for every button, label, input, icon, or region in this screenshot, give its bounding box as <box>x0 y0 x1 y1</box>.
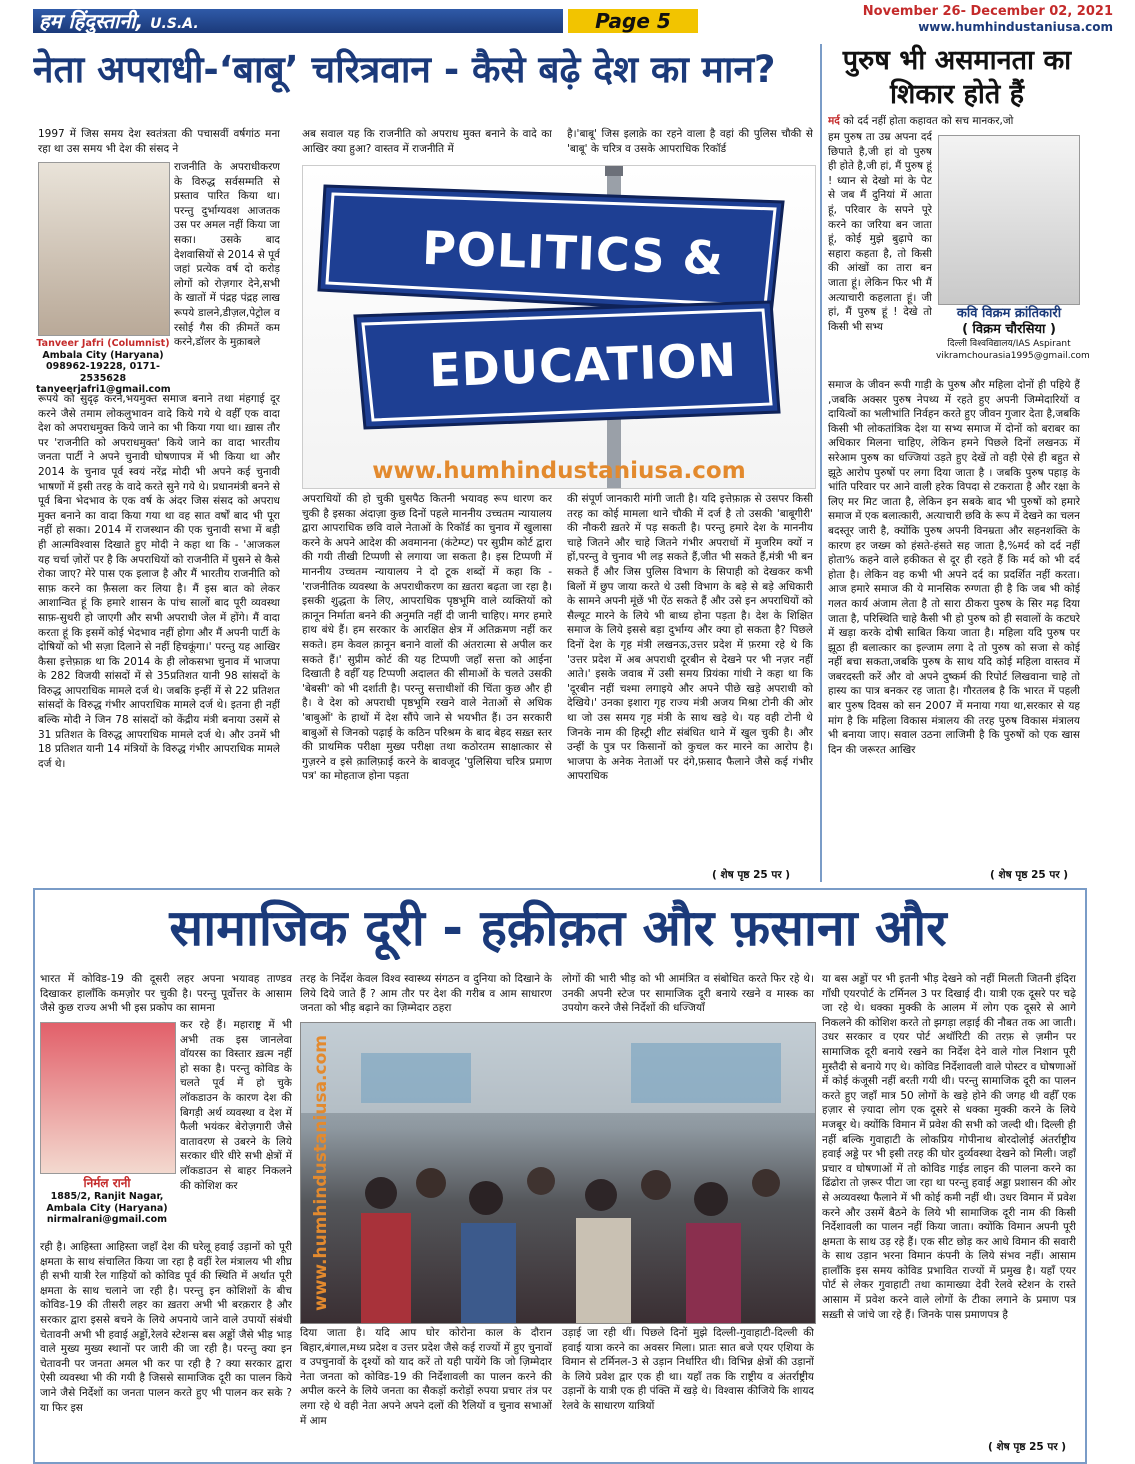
article1-col2-top: अब सवाल यह कि राजनीति को अपराध मुक्त बनाने के वादे का आखिर क्या हुआ? वास्तव में राजनीति में <box>302 128 552 155</box>
article2-lead <box>828 114 1080 130</box>
article1-continued: ( शेष पृष्ठ 25 पर ) <box>712 869 791 881</box>
article1-headline: नेता अपराधी-‘बाबू’ चरित्रवान - कैसे बढ़े देश का मान? <box>33 48 776 91</box>
lead-rest: को दर्द नहीं होता कहावत को सच मानकर,जो <box>839 115 1014 127</box>
paper-country: U.S.A. <box>150 16 199 32</box>
paper-name: हम हिंदुस्तानी, <box>39 9 144 33</box>
article1-col3-main: की संपूर्ण जानकारी मांगी जाती है। यदि इत्तेफ़ाक़ से उसपर किसी तरह का कोई मामला थाने चौकी में दर्ज है तो उसकी 'बाबूगीरी' की नौकरी ख़तरे में पड़ सकती है। परन्तु हमारे देश के माननीय चाहे जितने और चाहे जितने गंभीर अपराधों में मुजरिम क्यों न हों,परन्तु वे चुनाव भी लड़ सकते हैं,जीत भी सकते हैं,मंत्री भी बन सकते हैं और जिस पुलिस विभाग के सिपाही को देखकर कभी बिलों में छुप जाया करते थे उसी विभाग के बड़े से बड़े अधिकारी के सामने अपनी मूंछें भी ऐंठ सकते हैं और उसे इन अपराधियों को सैल्यूट मारने के लिये भी बाध्य होना पड़ता है। देश के शिक्षित समाज के लिये इससे बड़ा दुर्भाग्य और क्या हो सकता है? पिछले दिनों देश के गृह मंत्री लखनऊ,उत्तर प्रदेश में फ़रमा रहे थे कि 'उत्तर प्रदेश में अब अपराधी दूरबीन से देखने पर भी नज़र नहीं आते।' इसके जवाब में उसी समय प्रियंका गांधी ने कहा था कि 'दूरबीन नहीं चश्मा लगाइये और अपने पीछे खड़े अपराधी को देखिये।' उनका इशारा गृह राज्य मंत्री अजय मिश्रा टोनी की ओर था जो उस समय गृह मंत्री के साथ खड़े थे। यह वही टोनी थे जिनके नाम की हिस्ट्री शीट संबंधित थाने में खुल चुकी है। और उन्हीं के पुत्र पर किसानों को कुचल कर मारने का आरोप है। भाजपा के अनेक नेताओं पर दंगे,फ़साद फैलाने जैसे कई गंभीर आपराधिक <box>567 493 813 783</box>
author-name: Tanveer Jafri (Columnist) <box>36 338 170 349</box>
author-phone: 098962-19228, 0171-2535628 <box>46 361 160 384</box>
page-number: Page 5 <box>595 9 671 33</box>
airport-crowd-photo <box>300 1022 816 1324</box>
signpost-graphic <box>303 166 815 488</box>
poet-photo <box>938 135 1080 305</box>
article1-col1-side: राजनीति के अपराधीकरण के विरुद्ध सर्वसम्मति से प्रस्ताव पारित किया था। परन्तु दुर्भाग्यवश आजतक उस पर अमल नहीं किया जा सका। उसके बाद देशवासियों से 2014 से पूर्व जहां प्रत्येक वर्ष दो करोड़ लोगों को रोज़गार देने,सभी के खातों में पंद्रह पंद्रह लाख रूपये डालने,डीज़ल,पेट्रोल व रसोई गैस की क़ीमतें कम करने,डॉलर के मुक़ाबले <box>174 161 280 349</box>
masthead <box>33 6 1113 36</box>
sign-text-education: EDUCATION <box>428 332 738 398</box>
author-caption <box>36 338 170 396</box>
article2-continued: ( शेष पृष्ठ 25 पर ) <box>990 869 1069 881</box>
article3-col2-main: दिया जाता है। यदि आप घोर कोरोना काल के दौरान बिहार,बंगाल,मध्य प्रदेश व उत्तर प्रदेश जैसे कई राज्यों में हुए चुनावों व उपचुनावों के दृश्यों को याद करें तो यही पायेंगे कि जो ज़िम्मेदार नेता जनता को कोविड-19 की निर्देशावली का पालन करने की अपील करने के लिये जनता का सैकड़ों करोड़ों रुपया प्रचार तंत्र पर लगा रहे थे वही नेता अपने अपने दलों की रैलियों व चुनाव सभाओं में आम <box>300 1327 552 1427</box>
author2-city: Ambala City (Haryana) <box>46 1202 168 1214</box>
article3-col1-side: कर रहे हैं। महाराष्ट्र में भी अभी तक इस जानलेवा वॉयरस का विस्तार ख़त्म नहीं हो सका है। परन्तु कोविड के चलते पूर्व में हो चुके लॉकडाउन के कारण देश की बिगड़ी अर्थ व्यवस्था व देश में फैली भयंकर बेरोज़गारी जैसे वातावरण से उबरने के लिये सरकार धीरे धीरे सभी क्षेत्रों में लॉकडाउन से बाहर निकलने की कोशिश कर <box>180 1019 292 1192</box>
poet-caption <box>936 306 1090 362</box>
lead-bold-word: मर्द <box>828 115 840 127</box>
article1-col1-main: रूपये को सुदृढ़ करने,भयमुक्त समाज बनाने तथा मंहगाई दूर करने जैसे तमाम लोकलुभावन वादे किये गये थे वहीँ एक वादा देश को अपराधमुक्त किये जाने का भी किया गया था। ख़ास तौर पर 'राजनीति को अपराधमुक्त' किये जाने का वादा भारतीय जनता पार्टी ने अपने चुनावी घोषणापत्र में भी किया था और 2014 के चुनाव पूर्व स्वयं नरेंद्र मोदी भी अपने कई चुनावी भाषणों में इसी तरह के वादे करते सुने गये थे। प्रधानमंत्री बनने से पूर्व बिना भेदभाव के एक वर्ष के अंदर जिस संसद को अपराध मुक्त बनाने का वादा किया गया था वह सात वर्षों बाद भी पूरा नहीं हो सका। 2014 में राजस्थान की एक चुनावी सभा में बड़ी ही आत्मविश्वास दिखाते हुए मोदी ने कहा था कि - 'आजकल यह चर्चा ज़ोरों पर है कि अपराधियों को राजनीति में घुसने से कैसे रोका जाए? मेरे पास एक इलाज है और मैं भारतीय राजनीति को साफ़ करने का फ़ैसला कर लिया है। मैं इस बात को लेकर आशान्वित हूं कि हमारे शासन के पांच सालों बाद पूरी व्यवस्था साफ़-सुथरी हो जाएगी और सभी अपराधी जेल में होंगे। मैं वादा करता हूं कि इसमें कोई भेदभाव नहीं होगा और मैं अपनी पार्टी के दोषियों को भी सज़ा दिलाने से नहीं हिचकूंगा।' परन्तु यह आखिर कैसा इत्तेफ़ाक़ था कि 2014 के ही लोकसभा चुनाव में भाजपा के 282 विजयी सांसदों में से 35प्रतिशत यानी 98 सांसदों के विरुद्ध आपराधिक मामले दर्ज थे। जबकि इन्हीं में से 22 प्रतिशत सांसदों के विरुद्ध गंभीर आपराधिक मामले दर्ज थे। इतना ही नहीं बल्कि मोदी ने जिन 78 सांसदों को केंद्रीय मंत्री बनाया उसमें से 31 प्रतिशत के विरुद्ध आपराधिक मामले दर्ज थे। और उनमें भी 18 प्रतिशत यानी 14 मंत्रियों के विरुद्ध गंभीर आपराधिक मामले दर्ज थे। <box>38 393 280 770</box>
article3-col3-top: लोगों की भारी भीड़ को भी आमंत्रित व संबोधित करते फिर रहे थे। उनकी अपनी स्टेज पर सामाजिक दूरी बनाये रखने व मास्क का उपयोग करने जैसे निर्देशों की धज्जियाँ <box>562 973 814 1015</box>
sign-text-politics: POLITICS & <box>421 220 725 286</box>
article2-side: हम पुरुष ता उम्र अपना दर्द छिपाते है,जी हां वो पुरुष ही होते है,जी हां, मैं पुरुष हूं ! ध्यान से देखो मां के पेट से जब मैं दुनियां में आता हूं, परिवार के सपने पूरे करने का जरिया बन जाता हूं, कोई मुझे बुढ़ापे का सहारा कहता है, तो किसी की आंखों का तारा बन जाता हूं। लेकिन फिर भी मैं अत्याचारी कहलाता हूं। जी हां, मैं पुरुष हूं ! देखे तो किसी भी सभ्य <box>828 131 932 333</box>
poet-email: vikramchourasia1995@gmail.com <box>936 351 1090 361</box>
poet-desc: दिल्ली विश्वविद्यालय/IAS Aspirant <box>947 339 1071 349</box>
author-email: tanveerjafri1@gmail.com <box>36 384 171 395</box>
author2-photo <box>40 1022 176 1174</box>
article3-col3-main: उड़ाई जा रही थीं। पिछले दिनों मुझे दिल्ली-गुवाहाटी-दिल्ली की हवाई यात्रा करने का अवसर मिला। प्रातः सात बजे एयर एशिया के विमान से टर्मिनल-3 से उड़ान निर्धारित थी। विभिन्न क्षेत्रों की उड़ानों के लिये प्रवेश द्वार एक ही था। यहाँ तक कि राष्ट्रीय व अंतर्राष्ट्रीय उड़ानों के यात्री एक ही पंक्ति में खड़े थे। विश्वास कीजिये कि शायद रेलवे के साधारण यात्रियों <box>562 1327 814 1412</box>
author-city: Ambala City (Haryana) <box>42 349 164 361</box>
poet-name: कवि विक्रम क्रांतिकारी <box>956 306 1062 321</box>
crowd-graphic <box>301 1023 815 1323</box>
author-photo <box>38 162 170 336</box>
article2-main: समाज के जीवन रूपी गाड़ी के पुरुष और महिला दोनों ही पहिये हैं ,जबकि अक्सर पुरुष नेपथ्य में रहते हुए अपनी जिम्मेदारियों व दायित्वों का भलीभांति निर्वहन करते हुए जीवन गुजार देता है,जबकि किसी भी लोकतांत्रिक देश या सभ्य समाज में दोनों को बराबर का अधिकार मिलना चाहिए, लेकिन हमने पिछले दिनों लखनऊ में सरेआम पुरुष का धज्जियां उड़ते हुए देखें तो वही ऐसे ही बहुत से झूठे आरोप पुरुषों पर लगा दिया जाता है । जबकि पुरुष पहाड़ के भांति परिवार पर आने वाली हरेक विपदा से टकराता है और रक्षा के लिए मर मिट जाता है, लेकिन इन सबके बाद भी पुरुषों को हमारे समाज में एक बलात्कारी, अत्याचारी छवि के रूप में देखने का चलन बदस्तूर जारी है, क्योंकि पुरुष अपनी विनम्रता और सहनशक्ति के कारण हर जख्म को हंसते-हंसते सह जाता है,%मर्द को दर्द नहीं होता% कहने वाले हकीकत से दूर ही रहते हैं कि मर्द को भी दर्द होता है। लेकिन वह कभी भी अपने दर्द का प्रदर्शित नहीं करता।आज हमारे समाज की ये मानसिक रुग्णता ही है कि जब भी कोई गलत कार्य अंजाम लेता है तो सारा ठीकरा पुरुष के सिर मढ़ दिया जाता है, परिस्थिति चाहे कैसी भी हो पुरुष को ही सवालों के कटघरे में खड़ा करके दोषी साबित किया जाता है। महिला यदि पुरुष पर झूठा ही बलात्कार का इल्जाम लगा दे तो पुरुष को सजा से कोई नहीं बचा सकता,जबकि पुरुष के साथ यदि कोई महिला वास्तव में जबरदस्ती करें और वो अपने दुष्कर्म की रिपोर्ट लिखवाना चाहे तो हास्य का पात्र बनकर रह जाता है। गौरतलब है कि भारत में पहली बार पुरुष दिवस को सन 2007 में मनाया गया था,सरकार से यह मांग है कि महिला विकास मंत्रालय की तरह पुरुष विकास मंत्रालय भी बनाया जाए। सवाल उठना लाजिमी है कि पुरुषों को एक खास दिन की जरूरत आखिर <box>828 379 1080 756</box>
author2-name: निर्मल रानी <box>83 1176 131 1190</box>
page-number-box <box>568 9 698 33</box>
article1-col2-main: अपराधियों की हो चुकी घुसपैठ कितनी भयावह रूप धारण कर चुकी है इसका अंदाज़ा कुछ दिनों पहले माननीय उच्चतम न्यायालय द्वारा आपराधिक छवि वाले नेताओं के रिकॉर्ड का चुनाव में खुलासा करने के अपने आदेश की अवमानना (कंटेम्प्ट) पर सुप्रीम कोर्ट द्वारा की गयी तीखी टिप्पणी से लगाया जा सकता है। इस टिप्पणी में माननीय उच्चतम न्यायालय ने दो टूक शब्दों में कहा कि - 'राजनीतिक व्यवस्था के अपराधीकरण का ख़तरा बढ़ता जा रहा है। इसकी शुद्धता के लिए, आपराधिक पृष्ठभूमि वाले व्यक्तियों को क़ानून निर्माता बनने की अनुमति नहीं दी जानी चाहिए। मगर हमारे हाथ बंधे हैं। हम सरकार के आरक्षित क्षेत्र में अतिक्रमण नहीं कर सकते। हम केवल क़ानून बनाने वालों की अंतरात्मा से अपील कर सकते हैं।' सुप्रीम कोर्ट की यह टिप्पणी जहाँ सत्ता को आईना दिखाती है वहीँ यह टिप्पणी अदालत की सीमाओं के चलते उसकी 'बेबसी' को भी दर्शाती है। परन्तु सत्ताधीशों की चिंता कुछ और ही है। वे देश को अपराधी पृष्ठभूमि रखने वाले नेताओं से अधिक 'बाबुओं' के हाथों में देश सौंपे जाने से भयभीत हैं। उन सरकारी बाबुओं से जिनको पढ़ाई के कठिन परिश्रम के बाद बेहद सख़्त स्तर की प्राथमिक परीक्षा मुख्य परीक्षा तथा कठोरतम साक्षात्कार से गुज़रने व इसे क़ालिफ़ाई करने के बावजूद 'पुलिसिया चरित्र प्रमाण पत्र' का मोहताज होना पड़ता <box>302 493 552 783</box>
article3-headline: सामाजिक दूरी - हक़ीक़त और फ़साना और <box>169 899 947 957</box>
article3-col1-main: रही है। आहिस्ता आहिस्ता जहाँ देश की घरेलू हवाई उड़ानों को पूरी क्षमता के साथ संचालित किया जा रहा है वहीं रेल मंत्रालय भी शीघ्र ही सभी यात्री रेल गाड़ियों को कोविड पूर्व की स्थिति में अर्थात पूरी क्षमता के साथ चलाने जा रही है। परन्तु इन कोशिशों के बीच कोविड-19 की तीसरी लहर का ख़तरा अभी भी बरक़रार है और सरकार द्वारा इससे बचने के लिये अपनाये जाने वाले उपायों संबंधी चेतावनी अभी भी हवाई अड्डों,रेलवे स्टेशन्स बस अड्डों जैसे भीड़ भाड़ वाले मुख्य मुख्य स्थानों पर जारी की जा रही है। परन्तु क्या इन चेतावनी पर जनता अमल भी कर पा रही है ? क्या सरकार द्वारा ऐसी व्यवस्था भी की गयी है जिससे सामाजिक दूरी का पालन किये जाने जैसे निर्देशों का जनता पालन करते हुए भी पालन कर सके ? या फिर इस <box>40 1241 292 1414</box>
article1-col1-top: 1997 में जिस समय देश स्वतंत्रता की पचासवीं वर्षगांठ मना रहा था उस समय भी देश की संसद ने <box>38 128 280 155</box>
article2-headline: पुरुष भी असमानता का शिकार होते हैं <box>842 45 1072 110</box>
article3-col1-top: भारत में कोविड-19 की दूसरी लहर अपना भयावह ताण्डव दिखाकर हालाँकि कमज़ोर पर चुकी है। परन्तु पूर्वोत्तर के आसाम जैसे कुछ राज्य अभी भी इस प्रकोप का सामना <box>40 973 292 1015</box>
author2-email: nirmalrani@gmail.com <box>46 1214 168 1225</box>
article3-col2-top: तरह के निर्देश केवल विश्व स्वास्थ्य संगठन व दुनिया को दिखाने के लिये दिये जाते हैं ? आम तौर पर देश की गरीब व आम साधारण जनता को भीड़ बढ़ाने का ज़िम्मेदार ठहरा <box>300 973 552 1015</box>
masthead-name <box>39 8 199 37</box>
poet-alias: ( विक्रम चौरसिया ) <box>962 322 1056 337</box>
issue-date: November 26- December 02, 2021 <box>862 4 1113 19</box>
author2-address: 1885/2, Ranjit Nagar, <box>50 1191 164 1202</box>
politics-education-image <box>302 165 816 489</box>
site-url: www.humhindustaniusa.com <box>918 20 1113 34</box>
photo-watermark: www.humhindustaniusa.com <box>311 1035 331 1311</box>
article1-col3-top: है।'बाबू' जिस इलाक़े का रहने वाला है वहां की पुलिस चौकी से 'बाबू' के चरित्र व उसके आपराधिक रिकॉर्ड <box>567 128 813 155</box>
author2-caption <box>38 1176 176 1226</box>
column-divider <box>820 44 822 882</box>
article3-continued: ( शेष पृष्ठ 25 पर ) <box>988 1441 1067 1453</box>
image-watermark: www.humhindustaniusa.com <box>372 458 746 484</box>
article3-col4: या बस अड्डों पर भी इतनी भीड़ देखने को नहीं मिलती जितनी इंदिरा गाँधी एयरपोर्ट के टर्मिनल 3 पर दिखाई दी। यात्री एक दूसरे पर चढ़े जा रहे थे। धक्का मुक्की के आलम में लोग एक दूसरे से आगे निकलने की कोशिश करते तो झगड़ा लड़ाई की नौबत तक आ जाती। उधर सरकार व एयर पोर्ट अथॉरिटी की तरफ़ से ज़मीन पर सामाजिक दूरी बनाये रखने का निर्देश देने वाले गोल निशान पूरी मुस्तैदी से बनाये गए थे। कोविड निर्देशावली वाले पोस्टर व घोषणाओं में कोई कंजूसी नहीं बरती गयी थी। परन्तु सामाजिक दूरी का पालन करते हुए जहाँ मात्र 50 लोगों के खड़े होने की जगह थी वहीँ एक हज़ार से ज़्यादा लोग एक दूसरे से धक्का मुक्की करने के लिये मजबूर थे। क्योंकि विमान में प्रवेश की सभी को जल्दी थी। दिल्ली ही नहीं बल्कि गुवाहाटी के लोकप्रिय गोपीनाथ बोरदोलोई अंतर्राष्ट्रीय हवाई अड्डे पर भी इसी तरह की घोर दुर्व्यवस्था देखने को मिली। जहाँ प्रचार व घोषणाओं में तो कोविड गाईड लाइन की पालना करने का ढिंढोरा तो ज़रूर पीटा जा रहा था परन्तु हवाई अड्डा प्रशासन की ओर से अव्यवस्था फैलाने में भी कोई कमी नहीं थी। उधर विमान में प्रवेश करने और उसमें बैठने के लिये भी सामाजिक दूरी नाम की किसी निर्देशावली का पालन नहीं किया जाता। क्योंकि विमान अपनी पूरी क्षमता के साथ उड़ रहे हैं। एक सीट छोड़ कर आधे विमान की सवारी के साथ उड़ान भरना विमान कंपनी के लिये संभव नहीं। आसाम हालाँकि इस समय कोविड प्रभावित राज्यों में प्रमुख है। यहाँ एयर पोर्ट से लेकर गुवाहाटी तथा कामाख्या देवी रेलवे स्टेशन के रास्ते आसाम में प्रवेश करने वाले लोगों के टीका लगाने के प्रमाण पत्र सख़्ती से जांचे जा रहे हैं। जिनके पास प्रमाणपत्र है <box>822 973 1076 1321</box>
